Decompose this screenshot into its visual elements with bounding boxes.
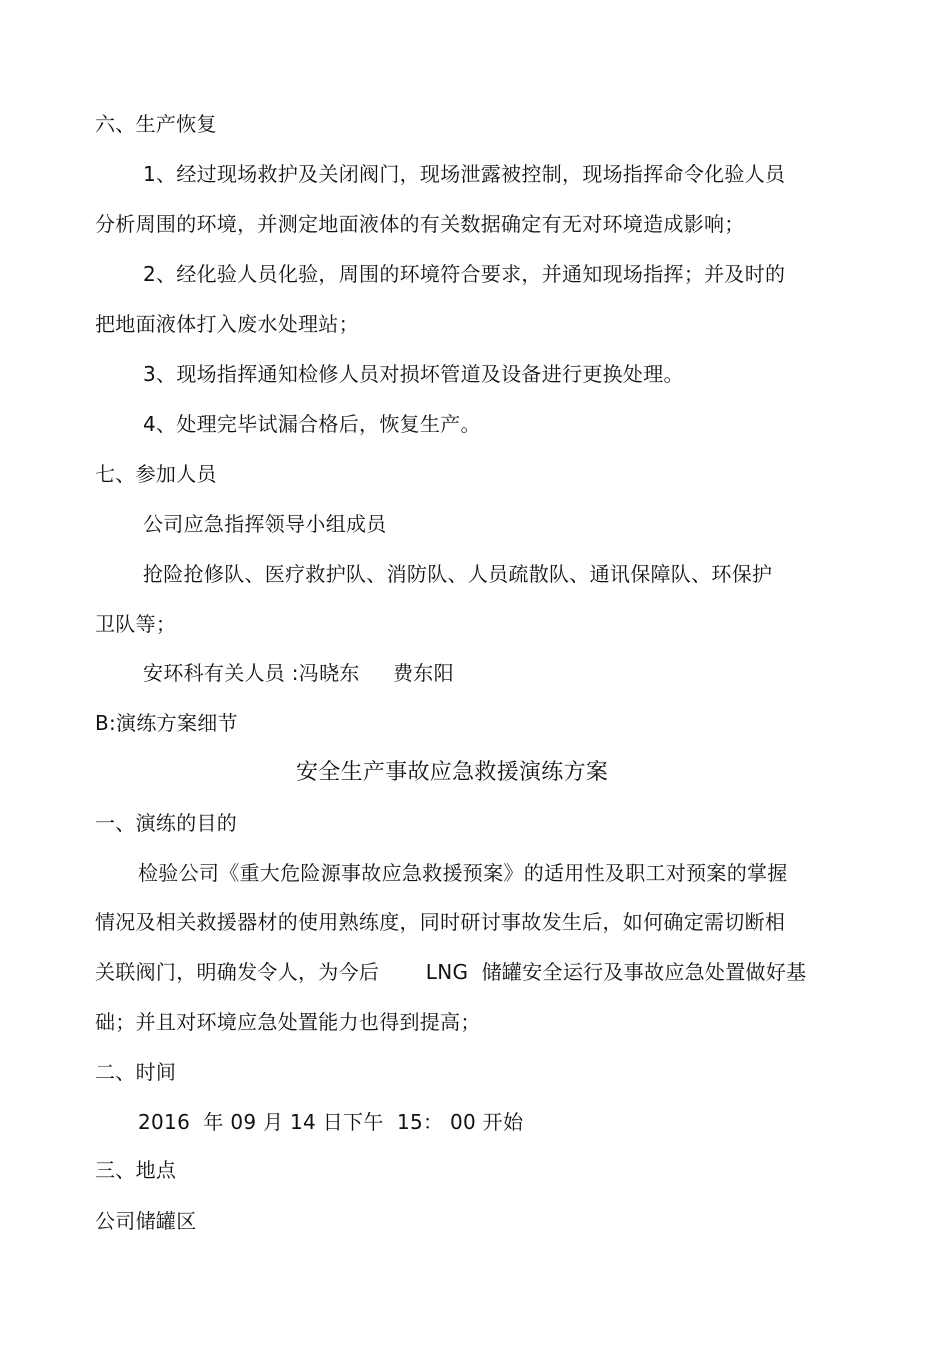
- section7-line3: 安环科有关人员 :冯晓东 费东阳: [143, 661, 454, 685]
- partB-s1-line1: 检验公司《重大危险源事故应急救援预案》的适用性及职工对预案的掌握: [138, 861, 788, 885]
- section7-line1: 公司应急指挥领导小组成员: [143, 512, 387, 536]
- partB-s2-time: 2016 年 09 月 14 日下午 15： 00 开始: [138, 1110, 524, 1134]
- partB-s1-line2: 情况及相关救援器材的使用熟练度，同时研讨事故发生后，如何确定需切断相: [95, 910, 786, 934]
- section6-item2-line1: 2、经化验人员化验，周围的环境符合要求，并通知现场指挥；并及时的: [143, 262, 786, 286]
- partB-heading: B:演练方案细节: [95, 711, 238, 735]
- partB-title: 安全生产事故应急救援演练方案: [296, 760, 609, 785]
- section6-item4: 4、处理完毕试漏合格后，恢复生产。: [143, 412, 481, 436]
- partB-s1-line3: 关联阀门，明确发令人，为今后 LNG 储罐安全运行及事故应急处置做好基: [95, 960, 807, 984]
- section7-heading: 七、参加人员: [95, 462, 217, 486]
- partB-s2-heading: 二、时间: [95, 1060, 177, 1084]
- partB-s3-heading: 三、地点: [95, 1158, 177, 1182]
- section7-line2b: 卫队等；: [95, 612, 177, 636]
- section6-item1-line1: 1、经过现场救护及关闭阀门，现场泄露被控制，现场指挥命令化验人员: [143, 162, 786, 186]
- section6-item2-line2: 把地面液体打入废水处理站；: [95, 312, 359, 336]
- section6-item1-line2: 分析周围的环境，并测定地面液体的有关数据确定有无对环境造成影响；: [95, 212, 745, 236]
- section7-line2a: 抢险抢修队、医疗救护队、消防队、人员疏散队、通讯保障队、环保护: [143, 562, 773, 586]
- partB-s3-place: 公司储罐区: [95, 1209, 197, 1233]
- partB-s1-heading: 一、演练的目的: [95, 811, 238, 835]
- section6-heading: 六、生产恢复: [95, 112, 217, 136]
- section6-item3: 3、现场指挥通知检修人员对损坏管道及设备进行更换处理。: [143, 362, 684, 386]
- partB-s1-line4: 础；并且对环境应急处置能力也得到提高；: [95, 1010, 481, 1034]
